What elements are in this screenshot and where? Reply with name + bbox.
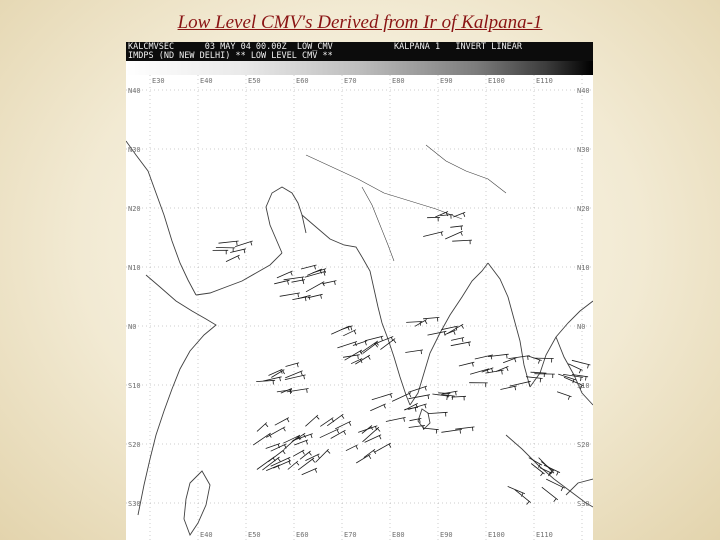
wind-barb	[445, 231, 462, 239]
wind-barb	[285, 375, 306, 380]
lon-label-top: E80	[392, 77, 405, 85]
header-line-2: IMDPS (ND NEW DELHI) ** LOW LEVEL CMV **	[128, 51, 333, 61]
lon-label-bottom: E40	[200, 531, 213, 539]
lat-label-right: S20	[577, 441, 590, 449]
wind-barb	[286, 363, 300, 367]
wind-barb	[343, 330, 356, 336]
wind-barb	[410, 418, 422, 422]
coastline-australia	[566, 479, 593, 495]
wind-barb	[485, 370, 503, 374]
header-line-1: KALCMVSEC 03 MAY 04 00.00Z LOW_CMV	[128, 42, 333, 52]
lon-label-top: E100	[488, 77, 505, 85]
wind-barb	[323, 281, 337, 285]
grayscale-bar	[126, 61, 593, 75]
wind-barb	[306, 282, 324, 292]
wind-barb	[440, 215, 453, 219]
map-header	[126, 42, 593, 61]
wind-barb	[213, 250, 229, 254]
wind-barb	[475, 355, 493, 359]
lat-lon-grid	[126, 75, 593, 540]
lon-label-bottom: E90	[440, 531, 453, 539]
wind-barb	[374, 443, 391, 452]
wind-barb	[405, 350, 423, 354]
wind-barb	[428, 412, 448, 416]
lon-label-bottom: E60	[296, 531, 309, 539]
lat-label-right: S30	[577, 500, 590, 508]
wind-barb	[441, 429, 462, 433]
wind-barb	[302, 468, 317, 475]
wind-barb	[356, 454, 371, 463]
lat-label-right: N20	[577, 205, 590, 213]
wind-barb	[557, 392, 571, 400]
wind-barb	[408, 386, 427, 392]
wind-barb	[226, 255, 240, 262]
coastline-bay-east	[488, 263, 530, 387]
lon-label-bottom: E50	[248, 531, 261, 539]
wind-barb	[415, 320, 427, 327]
country-border-1	[306, 155, 462, 219]
wind-barb	[455, 427, 474, 431]
coastline-africa-horn	[138, 275, 216, 515]
wind-barb	[274, 280, 289, 284]
coastlines	[126, 141, 593, 535]
wind-barb	[292, 280, 306, 284]
lat-label-left: S30	[128, 500, 141, 508]
lon-labels	[152, 77, 553, 539]
wind-barb	[219, 241, 239, 245]
wind-barb	[451, 342, 471, 346]
wind-barb	[428, 331, 447, 335]
wind-barb	[427, 217, 440, 221]
lon-label-top: E40	[200, 77, 213, 85]
wind-barb	[452, 240, 472, 244]
wind-barb	[500, 386, 516, 390]
wind-barb	[435, 212, 448, 218]
wind-barb	[294, 440, 308, 445]
lat-label-right: N30	[577, 146, 590, 154]
lon-label-top: E60	[296, 77, 309, 85]
wind-barb	[216, 248, 235, 252]
slide-title: Low Level CMV's Derived from Ir of Kalpana-1	[177, 12, 543, 33]
lat-labels	[128, 87, 590, 508]
wind-barb	[341, 326, 353, 331]
wind-barb	[370, 404, 385, 411]
wind-barb	[510, 381, 531, 386]
wind-barb	[508, 486, 525, 496]
wind-barb	[424, 428, 439, 433]
lat-label-right: S10	[577, 382, 590, 390]
lat-label-right: N0	[577, 323, 586, 331]
wind-barb	[386, 417, 406, 421]
wind-barb	[273, 461, 290, 469]
wind-barb	[453, 212, 465, 217]
wind-barb	[292, 297, 307, 301]
wind-barb	[230, 249, 246, 253]
wind-barb	[363, 343, 378, 354]
wind-barb	[280, 293, 300, 297]
wind-barb	[515, 490, 531, 505]
lon-label-top: E90	[440, 77, 453, 85]
wind-barb	[335, 421, 351, 429]
lon-label-bottom: E70	[344, 531, 357, 539]
lon-label-top: E50	[248, 77, 261, 85]
wind-barbs	[213, 212, 591, 505]
wind-barb	[450, 226, 463, 230]
wind-barb	[308, 294, 323, 298]
wind-barb	[362, 426, 373, 434]
wind-barb	[343, 355, 360, 359]
lat-label-left: N20	[128, 205, 141, 213]
wind-barb	[275, 418, 289, 426]
header-line-1-right: KALPANA 1 INVERT LINEAR	[394, 42, 522, 52]
country-border-3	[426, 145, 506, 193]
wind-barb	[423, 232, 443, 237]
wind-barb	[527, 356, 541, 364]
wind-barb	[277, 271, 293, 278]
wind-barb	[293, 450, 304, 456]
lat-label-right: N40	[577, 87, 590, 95]
wind-barb	[451, 396, 466, 400]
wind-barb	[257, 423, 268, 432]
lon-label-top: E110	[536, 77, 553, 85]
satellite-map-panel	[126, 42, 593, 540]
wind-barb	[542, 487, 558, 502]
wind-vector-map	[126, 75, 593, 540]
wind-barb	[331, 326, 349, 334]
wind-barb	[253, 433, 271, 445]
coastline-india-west	[362, 257, 410, 405]
wind-barb	[346, 445, 358, 451]
coastline-makran	[302, 215, 362, 257]
wind-barb	[235, 241, 252, 247]
lon-label-bottom: E110	[536, 531, 553, 539]
lon-label-bottom: E100	[488, 531, 505, 539]
lon-label-top: E30	[152, 77, 165, 85]
country-border-2	[362, 187, 394, 261]
wind-barb	[447, 324, 464, 334]
wind-barb	[572, 360, 591, 368]
lat-label-right: N10	[577, 264, 590, 272]
coastline-indochina	[556, 337, 593, 405]
coastline-gulf	[266, 187, 306, 253]
lon-label-bottom: E80	[392, 531, 405, 539]
lon-label-top: E70	[344, 77, 357, 85]
wind-barb	[305, 415, 319, 426]
wind-barb	[256, 380, 275, 384]
coastline-madagascar	[184, 471, 210, 535]
lat-label-left: N0	[128, 323, 137, 331]
lat-label-left: S20	[128, 441, 141, 449]
wind-barb	[365, 336, 383, 341]
wind-barb	[372, 393, 393, 399]
wind-barb	[365, 435, 382, 443]
lat-label-left: N10	[128, 264, 141, 272]
wind-barb	[320, 429, 339, 438]
lat-label-left: N30	[128, 146, 141, 154]
wind-barb	[266, 427, 285, 438]
coastline-india-east	[410, 263, 488, 405]
wind-barb	[360, 341, 378, 353]
wind-barb	[451, 338, 464, 342]
wind-barb	[409, 395, 430, 399]
wind-barb	[316, 449, 331, 462]
lat-label-left: N40	[128, 87, 141, 95]
wind-barb	[459, 362, 474, 366]
wind-barb	[292, 433, 306, 442]
lat-label-left: S10	[128, 382, 141, 390]
wind-barb	[300, 451, 312, 459]
